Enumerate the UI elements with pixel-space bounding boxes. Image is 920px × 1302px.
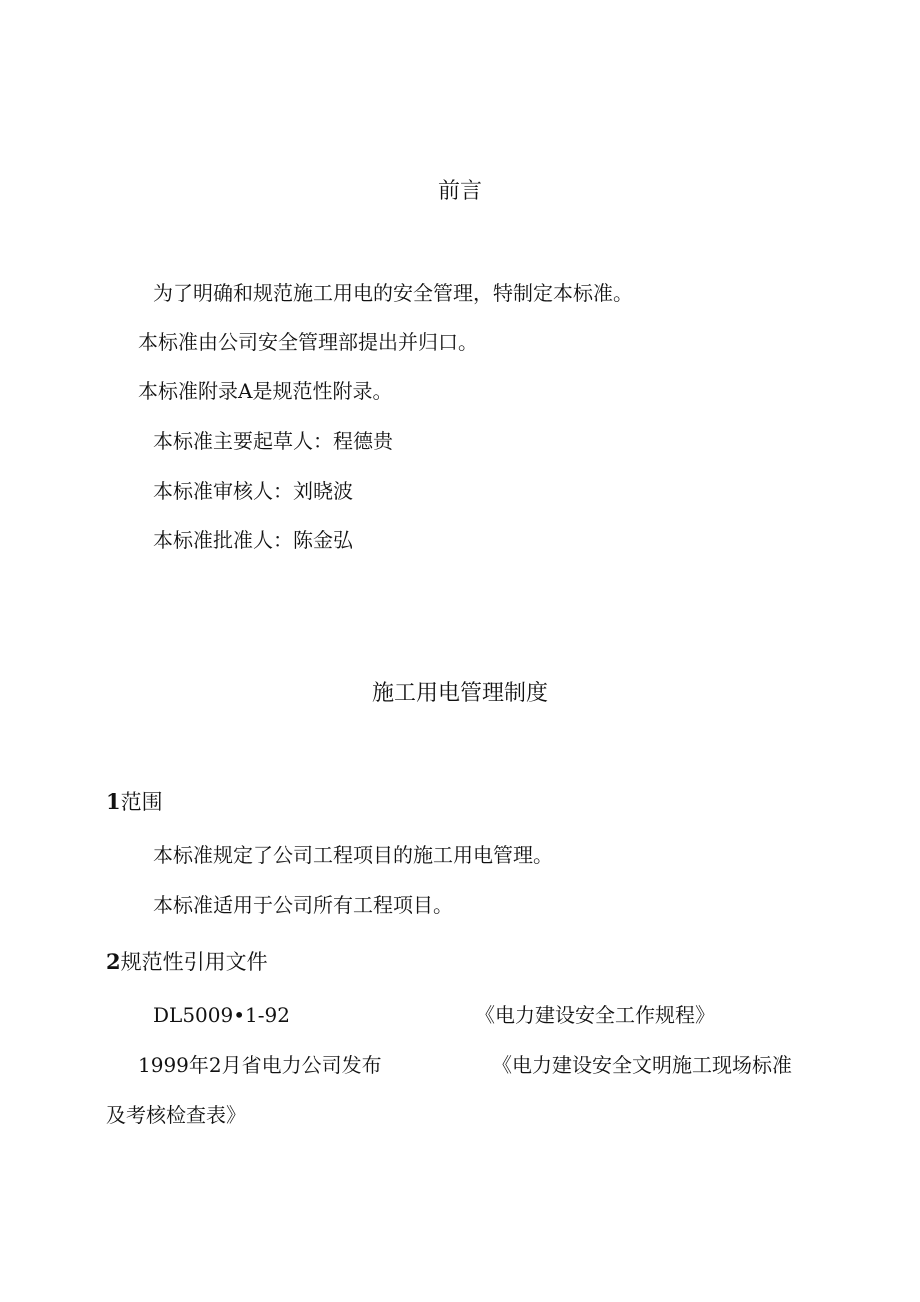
section-paragraph: 本标准适用于公司所有工程项目。 [153,893,453,917]
reference-code: 1999年2月省电力公司发布 [138,1053,382,1077]
section-paragraph: 本标准规定了公司工程项目的施工用电管理。 [153,843,553,867]
preface-paragraph: 本标准审核人：刘晓波 [153,479,353,503]
section-heading [106,788,163,816]
section-title: 范围 [120,790,163,814]
preface-paragraph: 为了明确和规范施工用电的安全管理，特制定本标准。 [153,281,633,305]
reference-title-continuation: 及考核检查表》 [106,1103,246,1127]
section-heading [106,948,268,976]
section-number: 1 [106,789,121,814]
section-title: 规范性引用文件 [120,950,268,974]
section-number: 2 [106,949,121,974]
preface-paragraph: 本标准附录A是规范性附录。 [138,379,393,403]
preface-title: 前言 [437,179,482,204]
preface-paragraph: 本标准主要起草人：程德贵 [153,429,393,453]
preface-paragraph: 本标准由公司安全管理部提出并归口。 [138,330,478,354]
reference-title: 《电力建设安全文明施工现场标准 [492,1053,792,1077]
reference-code: DL5009•1-92 [153,1003,290,1027]
reference-title: 《电力建设安全工作规程》 [475,1003,715,1027]
document-title: 施工用电管理制度 [371,681,548,706]
preface-paragraph: 本标准批准人：陈金弘 [153,528,353,552]
